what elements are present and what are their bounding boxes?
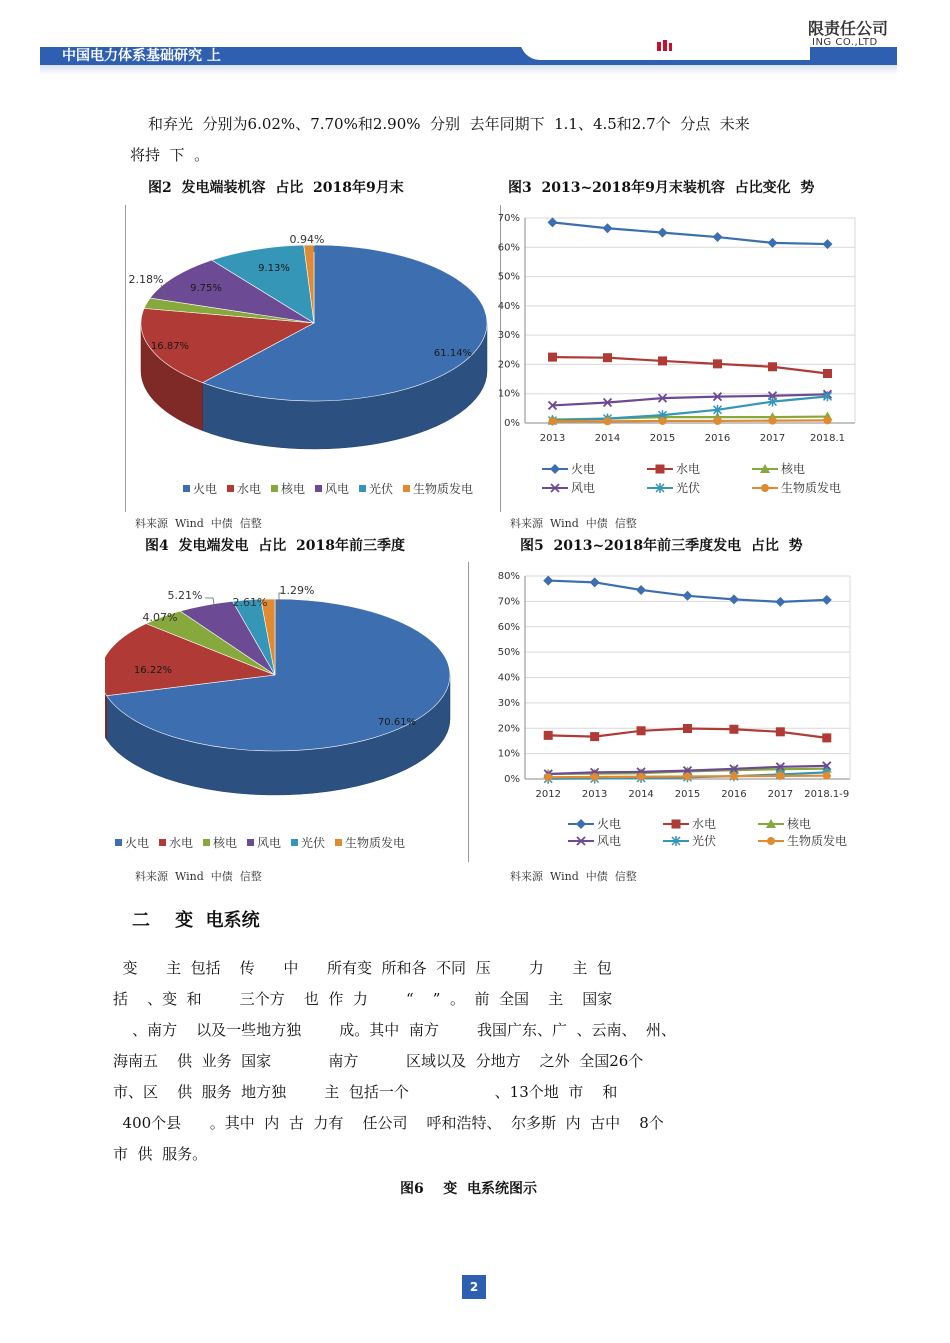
intro-line-2: 将持 下 。: [130, 146, 210, 164]
fig2-source: 料来源 Wind 中债 信整: [135, 517, 262, 530]
marker-水电: [590, 732, 599, 741]
marker-生物质发电: [761, 484, 769, 492]
intro-line-1: 和弃光 分别为6.02%、7.70%和2.90% 分别 去年同期下 1.1、4.5和2.7个 分点 未来: [148, 115, 750, 133]
marker-生物质发电: [714, 417, 722, 425]
x-tick-label: 2013: [539, 433, 566, 444]
y-tick-label: 50%: [497, 647, 520, 659]
marker-火电: [768, 238, 778, 248]
marker-水电: [603, 353, 612, 362]
marker-生物质发电: [637, 773, 645, 781]
legend-label: 水电: [237, 482, 262, 496]
marker-生物质发电: [730, 772, 738, 780]
pie-data-label: 70.61%: [377, 717, 417, 728]
marker-水电: [768, 362, 777, 371]
fig3-title: 图3 2013~2018年9月末装机容 占比变化 势: [508, 180, 815, 196]
body-line: 400个县 。其中 内 古 力有 任公司 呼和浩特、 尔多斯 内 古中 8个: [113, 1114, 664, 1132]
legend-label: 风电: [257, 836, 282, 850]
marker-生物质发电: [824, 416, 832, 424]
pie-data-label: 9.13%: [258, 263, 290, 274]
legend-swatch: [203, 839, 210, 846]
legend-label: 水电: [692, 817, 717, 831]
marker-水电: [658, 356, 667, 365]
body-line: 市 供 服务。: [113, 1145, 208, 1163]
fig5-line-chart: [495, 562, 860, 862]
pie-data-label: 5.21%: [167, 589, 203, 602]
legend-swatch: [291, 839, 298, 846]
pie-data-label: 16.22%: [133, 665, 173, 676]
marker-生物质发电: [776, 772, 784, 780]
marker-生物质发电: [769, 417, 777, 425]
marker-水电: [823, 369, 832, 378]
marker-火电: [729, 594, 739, 604]
y-tick-label: 10%: [497, 748, 520, 760]
marker-水电: [713, 359, 722, 368]
legend-swatch: [403, 485, 410, 492]
company-name-en: ING CO.,LTD: [812, 37, 878, 48]
company-logo-icon: [655, 40, 673, 52]
fig2-frame-line: [125, 205, 126, 512]
marker-水电: [656, 465, 665, 474]
marker-生物质发电: [604, 417, 612, 425]
x-tick-label: 2013: [581, 789, 608, 800]
x-tick-label: 2015: [649, 433, 676, 444]
legend-label: 水电: [676, 462, 701, 476]
legend-swatch: [271, 485, 278, 492]
pie-data-label: 2.61%: [232, 596, 268, 609]
x-tick-label: 2016: [704, 433, 731, 444]
marker-生物质发电: [544, 773, 552, 781]
y-tick-label: 10%: [497, 388, 520, 400]
header-title: 中国电力体系基础研究 上: [62, 48, 221, 64]
fig4-source: 料来源 Wind 中债 信整: [135, 870, 262, 883]
marker-生物质发电: [659, 417, 667, 425]
x-tick-label: 2012: [535, 789, 561, 800]
marker-生物质发电: [549, 417, 557, 425]
legend-label: 生物质发电: [781, 481, 842, 495]
pie-data-label: 9.75%: [190, 283, 222, 294]
fig5-title: 图5 2013~2018年前三季度发电 占比 势: [520, 538, 803, 554]
body-line: 、南方 以及一些地方独 成。其中 南方 我国广东、广 、云南、 州、: [113, 1021, 677, 1039]
x-tick-label: 2014: [594, 433, 621, 444]
marker-火电: [822, 595, 832, 605]
y-tick-label: 40%: [497, 672, 520, 684]
y-tick-label: 50%: [497, 271, 520, 283]
fig4-pie-chart: [105, 565, 465, 865]
marker-生物质发电: [591, 773, 599, 781]
marker-水电: [544, 731, 553, 740]
y-tick-label: 60%: [497, 242, 520, 254]
y-tick-label: 0%: [504, 774, 520, 785]
legend-swatch: [183, 485, 190, 492]
marker-火电: [576, 819, 586, 829]
marker-火电: [550, 464, 560, 474]
x-tick-label: 2015: [674, 789, 701, 800]
page-number: 2: [462, 1275, 486, 1299]
section-heading: 二 变 电系统: [132, 910, 260, 931]
fig4-title: 图4 发电端发电 占比 2018年前三季度: [145, 538, 405, 554]
legend-label: 核电: [281, 482, 306, 496]
legend-swatch: [115, 839, 122, 846]
x-tick-label: 2018.1-9: [804, 789, 850, 800]
legend-label: 火电: [125, 836, 150, 850]
marker-水电: [637, 726, 646, 735]
series-line-生物质发电: [553, 420, 828, 421]
pie-data-label: 61.14%: [433, 348, 473, 359]
marker-火电: [775, 597, 785, 607]
y-tick-label: 80%: [497, 571, 520, 582]
y-tick-label: 30%: [497, 697, 520, 709]
pie-data-label: 1.29%: [279, 584, 315, 597]
fig6-title: 图6 变 电系统图示: [400, 1181, 537, 1197]
legend-label: 生物质发电: [413, 482, 474, 496]
x-tick-label: 2018.1: [810, 433, 845, 444]
legend-label: 光伏: [369, 482, 394, 496]
legend-swatch: [315, 485, 322, 492]
legend-label: 光伏: [692, 834, 717, 848]
marker-火电: [543, 576, 553, 586]
marker-生物质发电: [684, 772, 692, 780]
legend-label: 光伏: [301, 836, 326, 850]
marker-水电: [729, 725, 738, 734]
marker-火电: [590, 577, 600, 587]
legend-label: 核电: [781, 462, 806, 476]
legend-label: 生物质发电: [787, 834, 848, 848]
series-line-火电: [553, 222, 828, 244]
series-line-水电: [553, 357, 828, 373]
company-name: 限责任公司: [808, 19, 889, 38]
marker-火电: [683, 591, 693, 601]
legend-label: 火电: [597, 817, 622, 831]
fig2-pie-chart: [128, 205, 493, 510]
legend-label: 生物质发电: [345, 836, 406, 850]
legend-swatch: [359, 485, 366, 492]
y-tick-label: 20%: [497, 359, 520, 371]
y-tick-label: 60%: [497, 621, 520, 633]
y-tick-label: 30%: [497, 330, 520, 342]
marker-水电: [683, 724, 692, 733]
legend-swatch: [159, 839, 166, 846]
pie-data-label: 16.87%: [150, 341, 190, 352]
x-tick-label: 2017: [759, 433, 786, 444]
body-line: 市、区 供 服务 地方独 主 包括一个 、13个地 市 和: [113, 1083, 618, 1101]
marker-火电: [658, 228, 668, 238]
marker-水电: [822, 733, 831, 742]
x-tick-label: 2014: [628, 789, 654, 800]
legend-label: 核电: [787, 817, 812, 831]
legend-label: 风电: [325, 482, 350, 496]
fig4-frame-line: [468, 562, 469, 862]
legend-swatch: [227, 485, 234, 492]
marker-火电: [636, 585, 646, 595]
fig5-source: 料来源 Wind 中债 信整: [510, 870, 637, 883]
marker-火电: [713, 232, 723, 242]
legend-label: 核电: [213, 836, 238, 850]
legend-swatch: [247, 839, 254, 846]
x-tick-label: 2016: [721, 789, 747, 800]
x-tick-label: 2017: [767, 789, 794, 800]
body-line: 海南五 供 业务 国家 南方 区域以及 分地方 之外 全国26个: [113, 1052, 644, 1070]
marker-水电: [776, 727, 785, 736]
legend-label: 水电: [169, 836, 194, 850]
legend-swatch: [335, 839, 342, 846]
y-tick-label: 70%: [497, 213, 520, 224]
marker-水电: [548, 353, 557, 362]
pie-data-label: 4.07%: [142, 611, 178, 624]
legend-label: 风电: [571, 481, 596, 495]
pie-data-label: 2.18%: [128, 273, 164, 286]
fig2-title: 图2 发电端装机容 占比 2018年9月末: [148, 180, 404, 196]
pie-data-label: 0.94%: [289, 233, 325, 246]
header-shadow: [40, 65, 897, 75]
y-tick-label: 70%: [497, 596, 520, 608]
marker-生物质发电: [767, 837, 775, 845]
marker-水电: [672, 820, 681, 829]
fig3-line-chart: [495, 205, 860, 505]
fig3-source: 料来源 Wind 中债 信整: [510, 517, 637, 530]
legend-label: 火电: [193, 482, 218, 496]
body-line: 变 主 包括 传 中 所有变 所和各 不同 压 力 主 包: [113, 959, 612, 977]
legend-label: 火电: [571, 462, 596, 476]
legend-label: 风电: [597, 834, 622, 848]
marker-火电: [548, 217, 558, 227]
legend-label: 光伏: [676, 481, 701, 495]
body-line: 括 、变 和 三个方 也 作 力 “ ” 。 前 全国 主 国家: [113, 990, 613, 1008]
marker-生物质发电: [823, 772, 831, 780]
y-tick-label: 0%: [504, 418, 520, 429]
marker-火电: [603, 223, 613, 233]
y-tick-label: 20%: [497, 723, 520, 735]
section-body: [113, 953, 676, 1170]
y-tick-label: 40%: [497, 300, 520, 312]
